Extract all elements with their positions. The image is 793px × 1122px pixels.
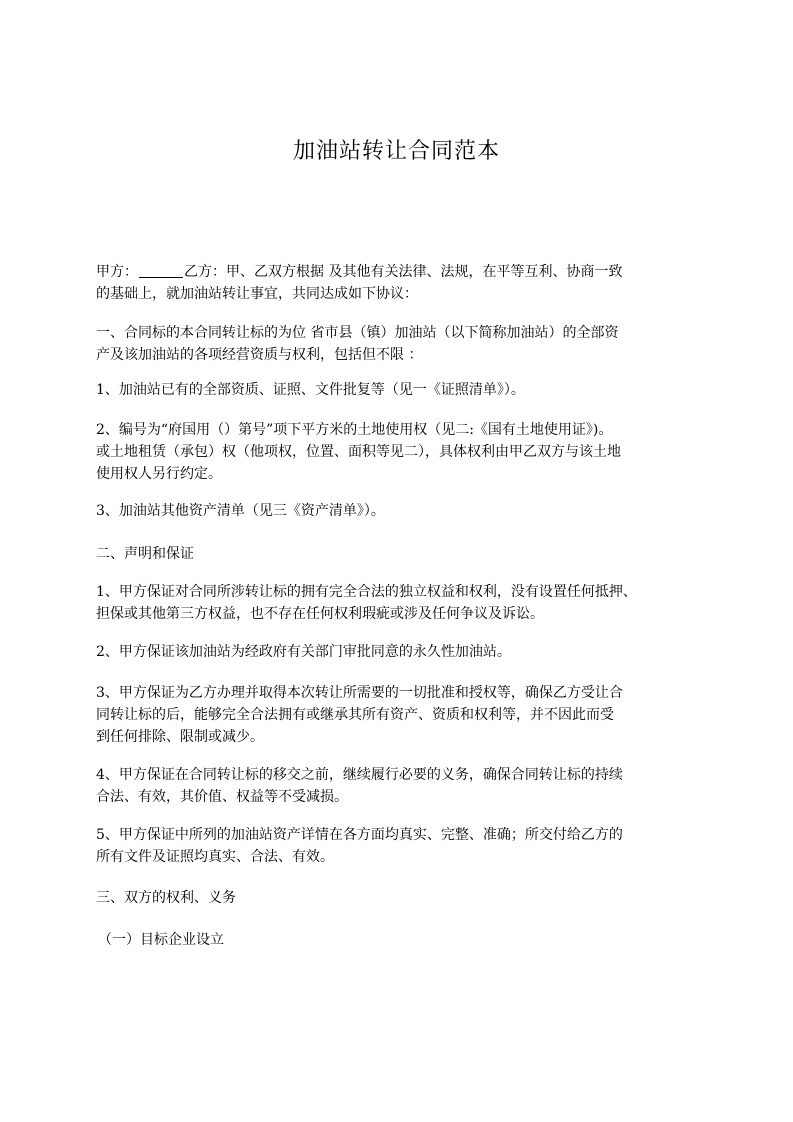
paragraph-line: 三、双方的权利、义务 bbox=[96, 890, 236, 906]
paragraph-item bbox=[96, 641, 706, 663]
paragraph-line: 3、加油站其他资产清单（见三《资产清单》）。 bbox=[96, 503, 385, 519]
paragraph-line: 二、声明和保证 bbox=[96, 546, 194, 562]
paragraph-line: 的基础上，就加油站转让事宜，共同达成如下协议： bbox=[96, 286, 418, 302]
paragraph-item bbox=[96, 379, 706, 401]
paragraph-intro bbox=[96, 261, 706, 305]
paragraph-line: 同转让标的后，能够完全合法拥有或继承其所有资产、资质和权利等，并不因此而受 bbox=[96, 707, 614, 723]
paragraph-line: 到任何排除、限制或减少。 bbox=[96, 729, 264, 745]
party-a-label: 甲方： bbox=[96, 264, 138, 280]
page-title: 加油站转让合同范本 bbox=[292, 139, 500, 164]
party-a-blank bbox=[139, 263, 183, 278]
paragraph-line: 3、甲方保证为乙方办理并取得本次转让所需要的一切批准和授权等，确保乙方受让合 bbox=[96, 685, 623, 701]
paragraph-item bbox=[96, 500, 706, 522]
paragraph-line: 或土地租赁（承包）权（他项权，位置、面积等见二），具体权利由甲乙双方与该土地 bbox=[96, 444, 621, 460]
section-heading bbox=[96, 887, 706, 909]
paragraph-line: 2、编号为“府国用（）第号”项下平方米的土地使用权（见二:《国有土地使用证》)。 bbox=[96, 422, 613, 438]
paragraph-line: 5、甲方保证中所列的加油站资产详情在各方面均真实、完整、准确；所交付给乙方的 bbox=[96, 827, 623, 843]
paragraph-line: （一）目标企业设立 bbox=[98, 932, 224, 948]
section-heading bbox=[96, 543, 706, 565]
paragraph-line: 合法、有效，其价值、权益等不受减损。 bbox=[96, 789, 348, 805]
paragraph-line: 担保或其他第三方权益，也不存在任何权利瑕疵或涉及任何争议及诉讼。 bbox=[96, 606, 544, 622]
paragraph-line: 2、甲方保证该加油站为经政府有关部门审批同意的永久性加油站。 bbox=[96, 644, 511, 660]
paragraph-item bbox=[96, 581, 706, 625]
paragraph-line: 产及该加油站的各项经营资质与权利，包括但不限 ： bbox=[96, 347, 423, 363]
paragraph-item bbox=[96, 682, 706, 748]
paragraph-item bbox=[96, 419, 706, 485]
paragraph-line: 使用权人另行约定。 bbox=[96, 466, 222, 482]
paragraph-line bbox=[96, 261, 706, 283]
paragraph-line: 一、合同标的本合同转让标的为位 省市县（镇）加油站（以下简称加油站）的全部资 bbox=[96, 325, 619, 341]
paragraph-line: 所有文件及证照均真实、合法、有效。 bbox=[96, 849, 334, 865]
subsection-heading bbox=[98, 929, 708, 951]
intro-line-text: 乙方：甲、乙双方根据 及其他有关法律、法规，在平等互利、协商一致 bbox=[184, 264, 623, 280]
paragraph-item bbox=[96, 764, 706, 808]
paragraph-line: 1、甲方保证对合同所涉转让标的拥有完全合法的独立权益和权利，没有设置任何抵押、 bbox=[96, 584, 637, 600]
paragraph-section-1 bbox=[96, 322, 706, 366]
paragraph-line: 1、加油站已有的全部资质、证照、文件批复等（见一《证照清单》）。 bbox=[96, 382, 525, 398]
paragraph-item bbox=[96, 824, 706, 868]
paragraph-line: 4、甲方保证在合同转让标的移交之前，继续履行必要的义务，确保合同转让标的持续 bbox=[96, 767, 623, 783]
